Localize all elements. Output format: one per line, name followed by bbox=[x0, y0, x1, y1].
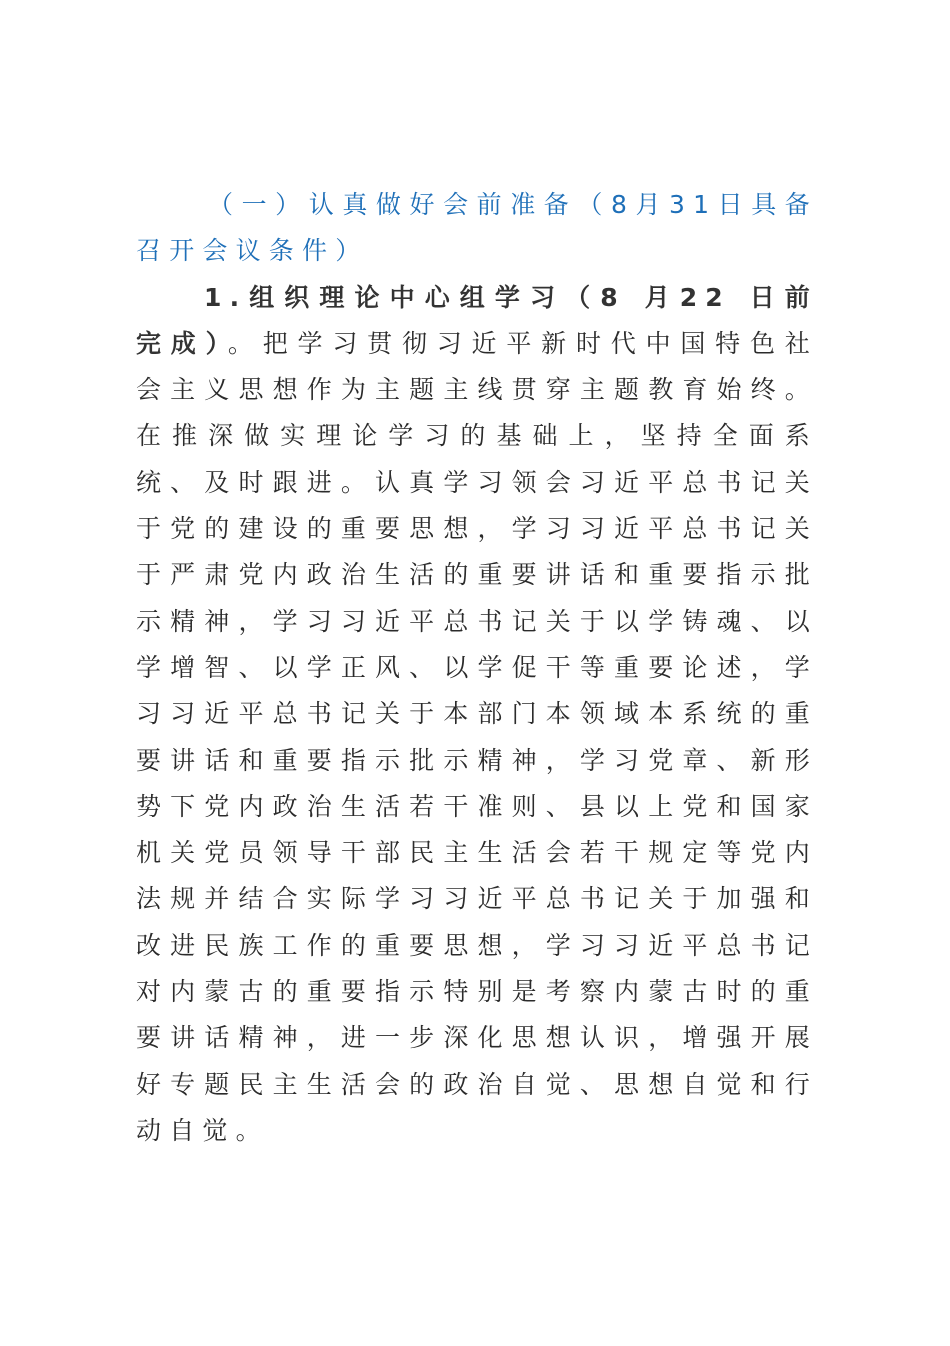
section-heading: （一）认真做好会前准备（8月31日具备召开会议条件） bbox=[136, 190, 818, 266]
document-content bbox=[136, 182, 818, 1154]
item-body: 。把学习贯彻习近平新时代中国特色社会主义思想作为主题主线贯穿主题教育始终。在推深做实理论学习的基础上，坚持全面系统、及时跟进。认真学习领会习近平总书记关于党的建设的重要思想，学习习近平总书记关于严肃党内政治生活的重要讲话和重要指示批示精神，学习习近平总书记关于以学铸魂、以学增智、以学正风、以学促干等重要论述，学习习近平总书记关于本部门本领域本系统的重要讲话和重要指示批示精神，学习党章、新形势下党内政治生活若干准则、县以上党和国家机关党员领导干部民主生活会若干规定等党内法规并结合实际学习习近平总书记关于加强和改进民族工作的重要思想，学习习近平总书记对内蒙古的重要指示特别是考察内蒙古时的重要讲话精神，进一步深化思想认识，增强开展好专题民主生活会的政治自觉、思想自觉和行动自觉。 bbox=[136, 328, 818, 1145]
item-paragraph bbox=[136, 275, 818, 1155]
item-heading: 1.组织理论中心组学习（8 月22 日前完成） bbox=[136, 282, 818, 358]
